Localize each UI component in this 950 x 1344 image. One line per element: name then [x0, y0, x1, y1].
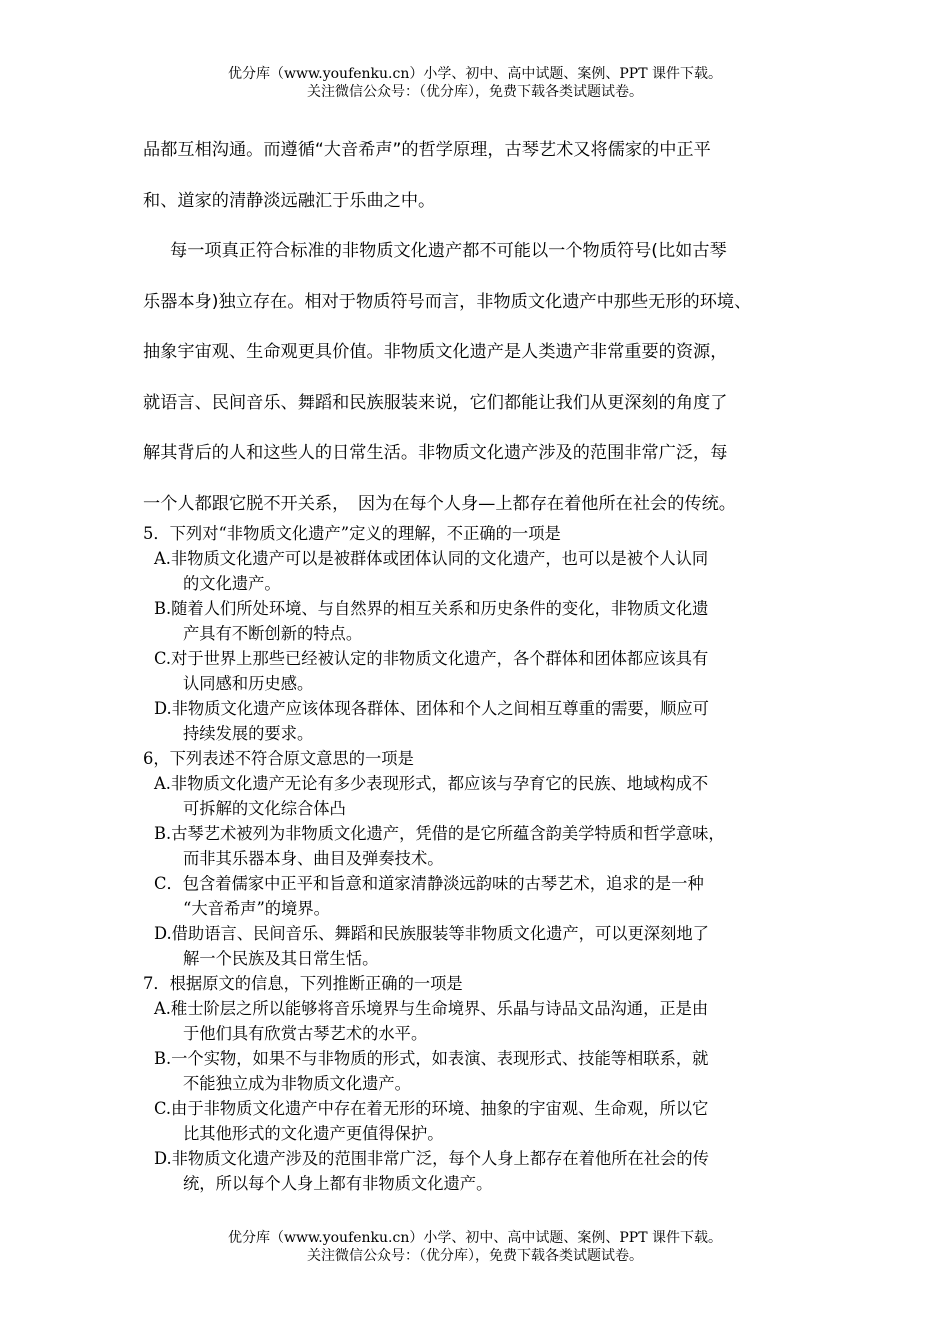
option-b-continued: 不能独立成为非物质文化遗产。	[183, 1074, 411, 1093]
page-header	[0, 65, 950, 101]
passage-text	[143, 125, 813, 529]
option-d: D.借助语言、民间音乐、舞蹈和民族服装等非物质文化遗产，可以更深刻地了	[154, 924, 709, 943]
option-c-continued: “大音希声”的境界。	[183, 899, 330, 918]
question-6	[143, 746, 823, 971]
question-stem: 7．根据原文的信息，下列推断正确的一项是	[143, 974, 463, 993]
option-d-continued: 解一个民族及其日常生恬。	[183, 949, 379, 968]
option-c-continued: 认同感和历史感。	[183, 674, 314, 693]
header-line-2: 关注微信公众号：（优分库），免费下载各类试题试卷。	[307, 84, 643, 100]
option-c: C．包含着儒家中正平和旨意和道家清静淡远韵味的古琴艺术，追求的是一种	[154, 874, 704, 893]
option-a-continued: 于他们具有欣赏古琴艺术的水平。	[183, 1024, 428, 1043]
questions-section	[143, 521, 823, 1196]
header-line-1: 优分库（www.youfenku.cn）小学、初中、高中试题、案例、PPT 课件下载。	[227, 66, 722, 82]
page-footer	[0, 1229, 950, 1265]
question-stem: 6，下列表述不符合原文意思的一项是	[143, 749, 414, 768]
option-b-continued: 而非其乐器本身、曲目及弹奏技术。	[183, 849, 444, 868]
question-7	[143, 971, 823, 1196]
passage-line: 就语言、民间音乐、舞蹈和民族服装来说，它们都能让我们从更深刻的角度了	[143, 392, 728, 413]
question-stem: 5．下列对“非物质文化遗产”定义的理解，不正确的一项是	[143, 524, 561, 543]
option-c: C.对于世界上那些已经被认定的非物质文化遗产，各个群体和团体都应该具有	[154, 649, 709, 668]
passage-line: 和、道家的清静淡远融汇于乐曲之中。	[143, 190, 436, 211]
option-d: D.非物质文化遗产涉及的范围非常广泛，每个人身上都存在着他所在社会的传	[154, 1149, 709, 1168]
option-a: A.稚士阶层之所以能够将音乐境界与生命境界、乐晶与诗品文品沟通，正是由	[154, 999, 709, 1018]
option-a: A.非物质文化遗产无论有多少表现形式，都应该与孕育它的民族、地域构成不	[154, 774, 709, 793]
option-b: B.古琴艺术被列为非物质文化遗产，凭借的是它所蕴含韵美学特质和哲学意味，	[154, 824, 725, 843]
option-d-continued: 统，所以每个人身上都有非物质文化遗产。	[183, 1174, 493, 1193]
passage-line: 一个人都跟它脱不开关系， 因为在每个人身—上都存在着他所在社会的传统。	[143, 493, 736, 514]
question-5	[143, 521, 823, 746]
option-b-continued: 产具有不断创新的特点。	[183, 624, 363, 643]
option-d-continued: 持续发展的要求。	[183, 724, 314, 743]
option-b: B.一个实物，如果不与非物质的形式，如表演、表现形式、技能等相联系，就	[154, 1049, 709, 1068]
passage-line: 乐器本身)独立存在。相对于物质符号而言，非物质文化遗产中那些无形的环境、	[143, 291, 752, 312]
passage-line: 解其背后的人和这些人的日常生活。非物质文化遗产涉及的范围非常广泛，每	[143, 443, 728, 463]
passage-line: 每一项真正符合标准的非物质文化遗产都不可能以一个物质符号(比如古琴	[170, 241, 727, 261]
passage-line: 品都互相沟通。而遵循“大音希声”的哲学原理，古琴艺术又将儒家的中正平	[143, 140, 711, 160]
option-c-continued: 比其他形式的文化遗产更值得保护。	[183, 1124, 444, 1143]
footer-line-1: 优分库（www.youfenku.cn）小学、初中、高中试题、案例、PPT 课件下载。	[227, 1230, 722, 1246]
option-a: A.非物质文化遗产可以是被群体或团体认同的文化遗产，也可以是被个人认同	[154, 549, 709, 568]
passage-line: 抽象宇宙观、生命观更具价值。非物质文化遗产是人类遗产非常重要的资源，	[143, 342, 728, 362]
option-b: B.随着人们所处环境、与自然界的相互关系和历史条件的变化，非物质文化遗	[154, 599, 709, 618]
option-a-continued: 可拆解的文化综合体凸	[183, 799, 346, 818]
footer-line-2: 关注微信公众号：（优分库），免费下载各类试题试卷。	[307, 1248, 643, 1264]
option-c: C.由于非物质文化遗产中存在着无形的环境、抽象的宇宙观、生命观，所以它	[154, 1099, 709, 1118]
option-a-continued: 的文化遗产。	[183, 574, 281, 593]
option-d: D.非物质文化遗产应该体现各群体、团体和个人之间相互尊重的需要，顺应可	[154, 699, 709, 718]
